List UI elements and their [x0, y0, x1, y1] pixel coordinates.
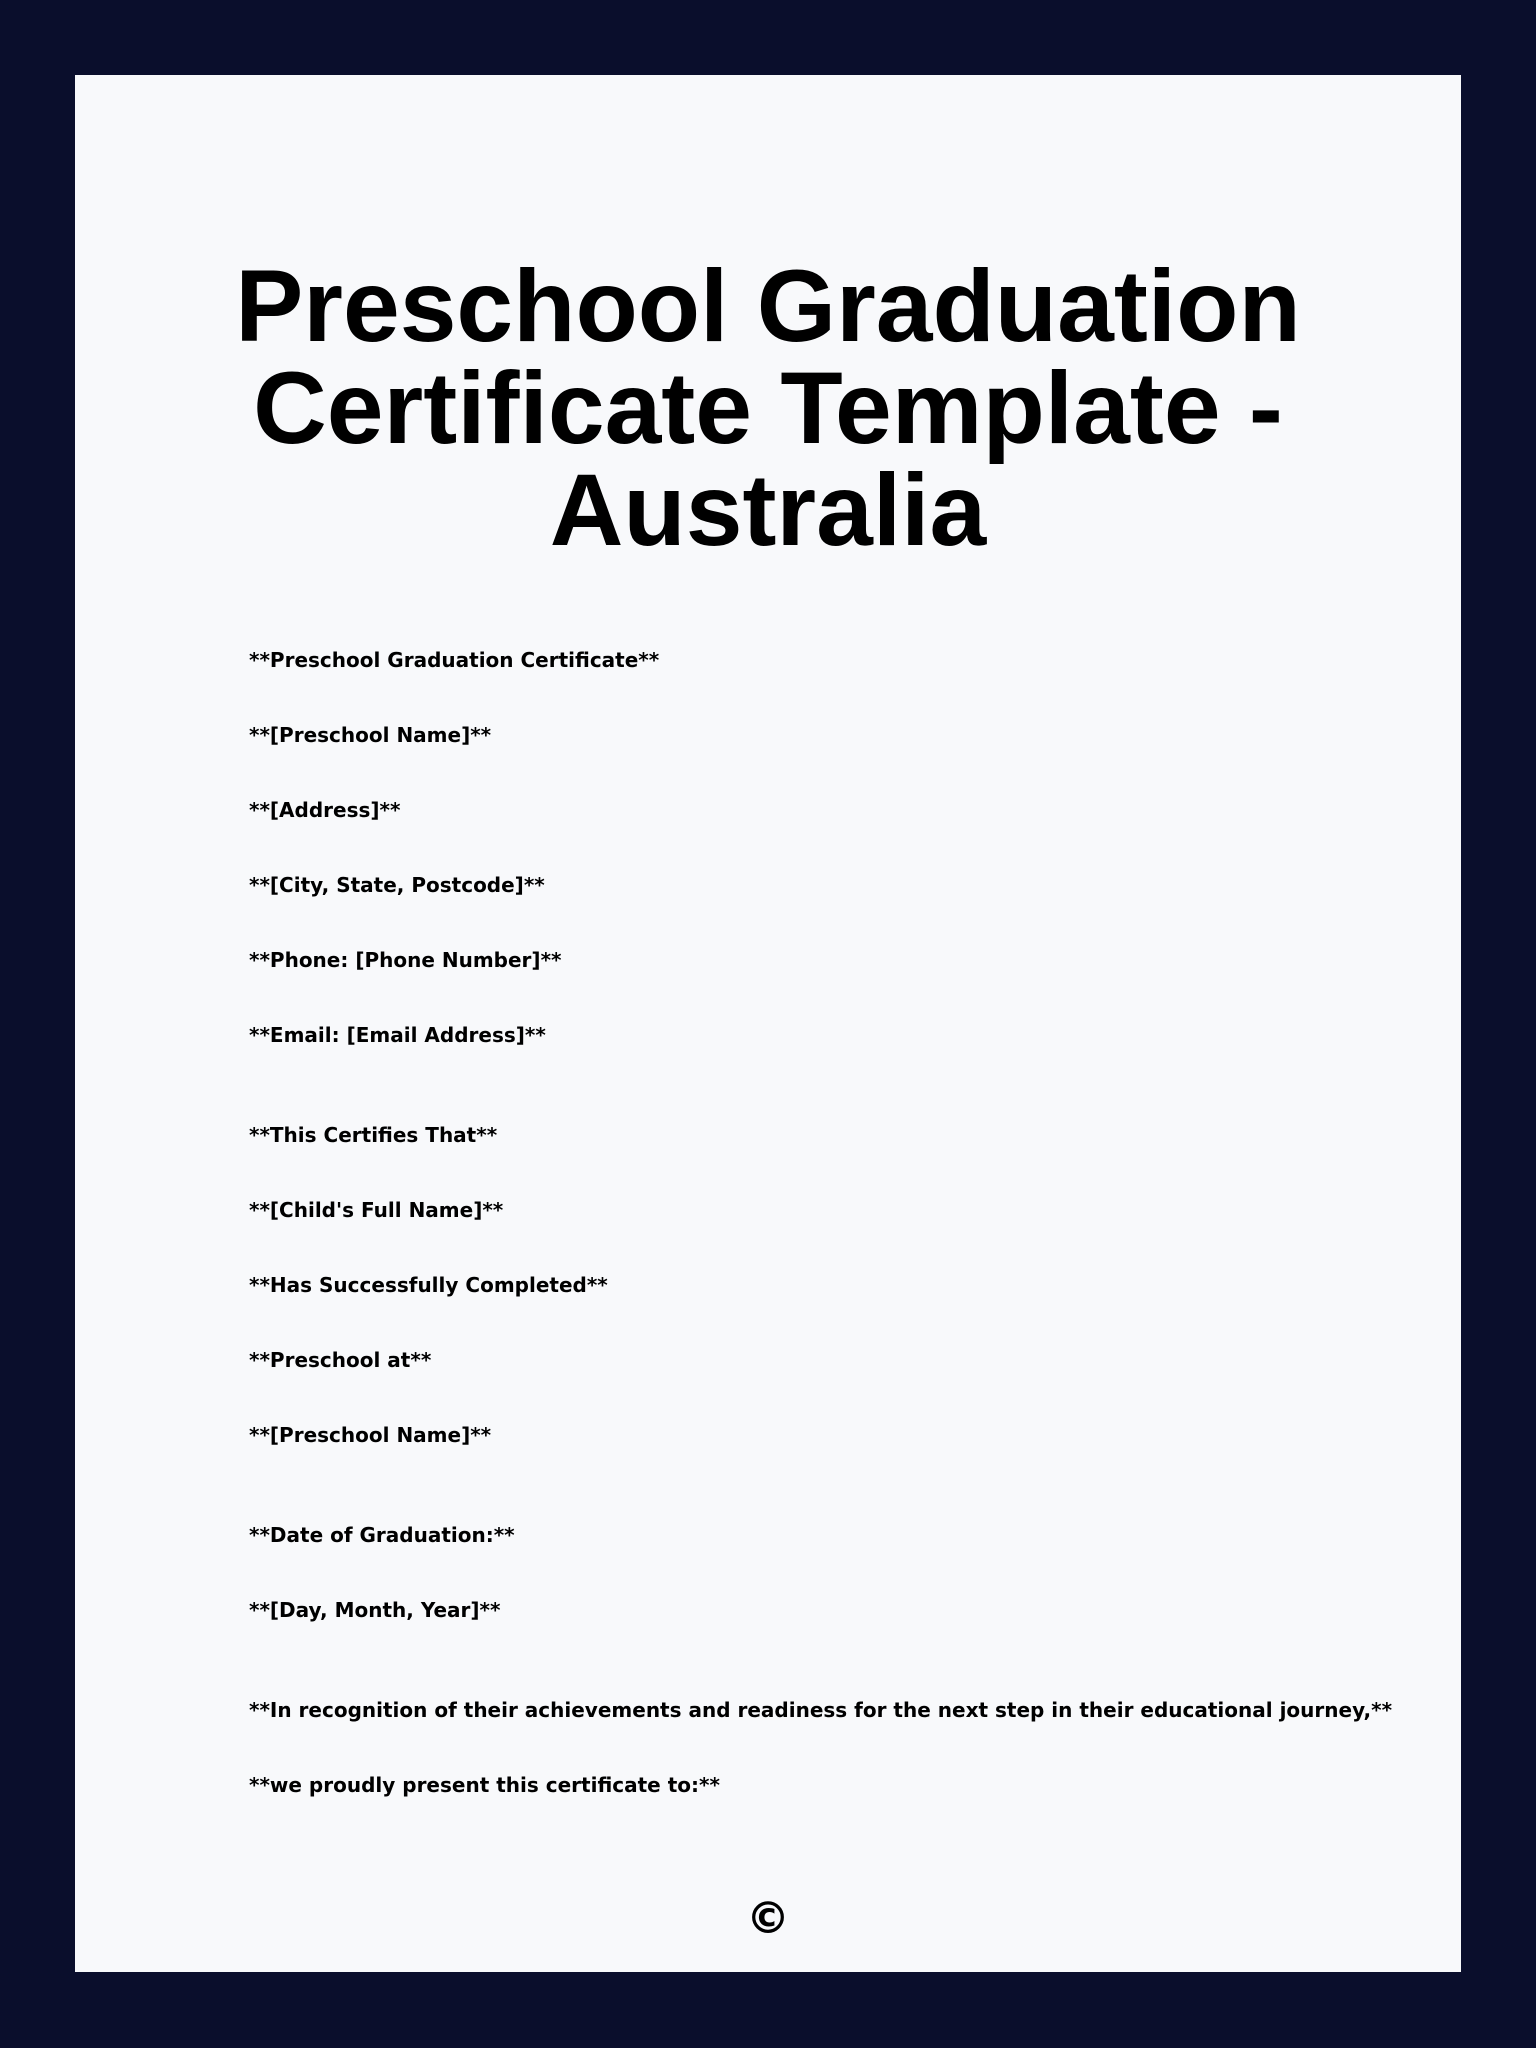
- preschool-at-line: **Preschool at**: [249, 1348, 432, 1372]
- document-title: Preschool Graduation Certificate Template - Australia: [235, 249, 1301, 567]
- graduation-date-value-line: **[Day, Month, Year]**: [249, 1598, 501, 1622]
- preschool-name-line: **[Preschool Name]**: [249, 723, 492, 747]
- address-line: **[Address]**: [249, 798, 401, 822]
- preschool-name-repeat-line: **[Preschool Name]**: [249, 1423, 492, 1447]
- city-state-postcode-line: **[City, State, Postcode]**: [249, 873, 545, 897]
- phone-line: **Phone: [Phone Number]**: [249, 948, 562, 972]
- email-line: **Email: [Email Address]**: [249, 1023, 546, 1047]
- completed-line: **Has Successfully Completed**: [249, 1273, 608, 1297]
- graduation-date-label-line: **Date of Graduation:**: [249, 1523, 515, 1547]
- child-name-line: **[Child's Full Name]**: [249, 1198, 504, 1222]
- copyright-icon: ©: [746, 1893, 790, 1944]
- certificate-heading-line: **Preschool Graduation Certificate**: [249, 648, 660, 672]
- certifies-line: **This Certifies That**: [249, 1123, 498, 1147]
- presentation-line: **we proudly present this certificate to:**: [249, 1773, 720, 1797]
- document-page: [75, 75, 1461, 1972]
- recognition-line: **In recognition of their achievements and readiness for the next step in their educational journey,**: [249, 1698, 1393, 1722]
